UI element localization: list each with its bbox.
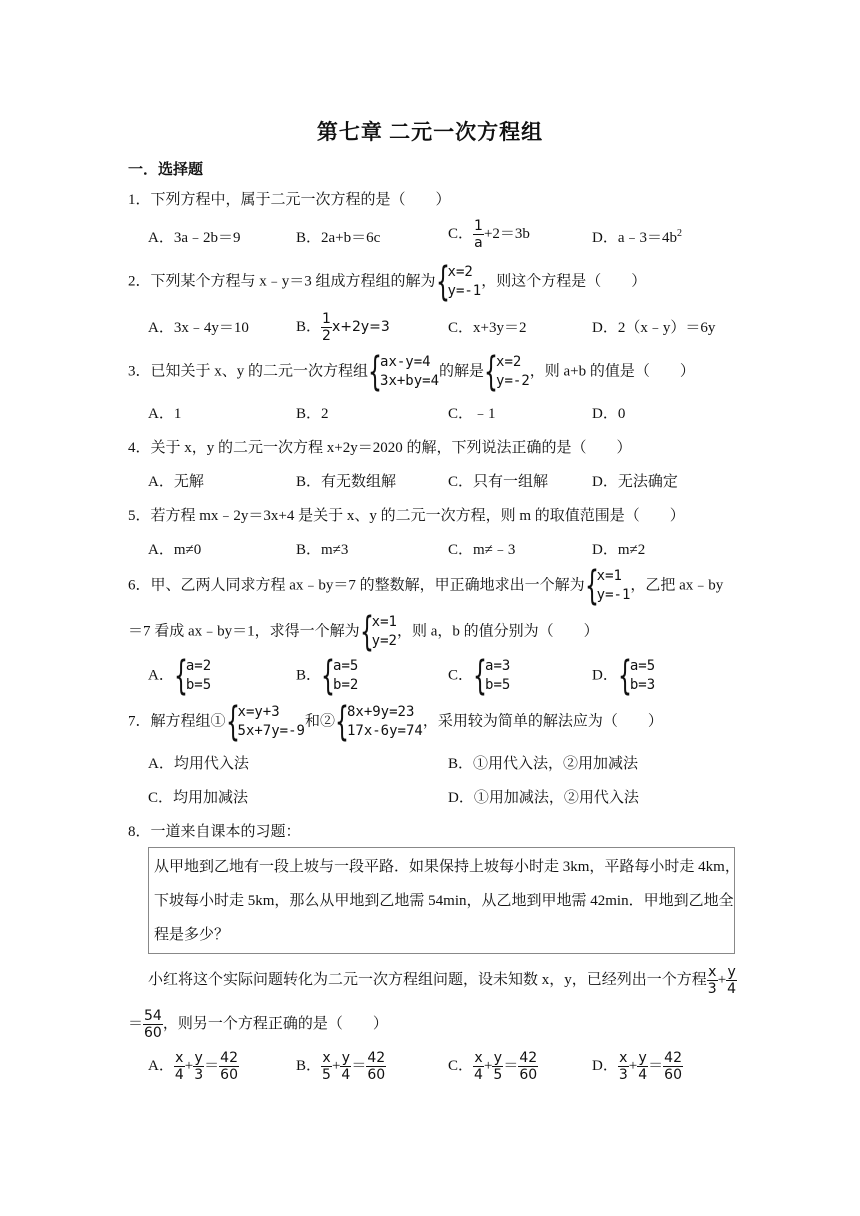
q6-option-b: B． { a=5 b=2 xyxy=(296,653,359,699)
section-heading: 一．选择题 xyxy=(128,162,204,178)
q5-option-a: A．m≠0 xyxy=(148,542,202,558)
q2-option-d: D．2（x﹣y）＝6y xyxy=(592,320,716,336)
q3-option-d: D．0 xyxy=(592,406,626,422)
question-1-stem: 1．下列方程中，属于二元一次方程的是（ ） xyxy=(128,192,451,208)
q7-option-a: A．均用代入法 xyxy=(148,756,249,772)
q8-option-c: C． $\frac{x}{4}$ + $\frac{y}{5}$ ＝ $\frac{42}{60}$ xyxy=(448,1050,538,1083)
q8-option-b: B． $\frac{x}{5}$ + $\frac{y}{4}$ ＝ $\frac{42}{60}$ xyxy=(296,1050,386,1083)
box-line-3: 程是多少？ xyxy=(154,927,230,943)
question-6-stem: 6．甲、乙两人同求方程 ax﹣by＝7 的整数解，甲正确地求出一个解为 { x=1 y=-1 ，乙把 ax﹣by xyxy=(128,563,724,609)
q7-option-c: C．均用加减法 xyxy=(148,790,249,806)
q7-option-b: B．①用代入法，②用加减法 xyxy=(448,756,639,772)
q6-option-c: C． { a=3 b=5 xyxy=(448,653,511,699)
q2-option-a: A．3x﹣4y＝10 xyxy=(148,320,249,336)
q8-option-d: D． $\frac{x}{3}$ + $\frac{y}{4}$ ＝ $\frac{42}{60}$ xyxy=(592,1050,682,1083)
q3-system-solution: { x=2 y=-2 xyxy=(484,349,530,395)
q1-option-a: A．3a﹣2b＝9 xyxy=(148,230,241,246)
q8-after-line2: ＝ $\frac{54}{60}$ ，则另一个方程正确的是（ ） xyxy=(128,1008,388,1041)
q3-option-a: A．1 xyxy=(148,406,182,422)
q6-option-a: A． { a=2 b=5 xyxy=(148,653,212,699)
q5-option-c: C．m≠﹣3 xyxy=(448,542,516,558)
q7-system-2: { 8x+9y=23 17x-6y=74 xyxy=(334,699,423,745)
box-line-2: 下坡每小时走 5km，那么从甲地到乙地需 54min，从乙地到甲地需 42min．甲地到乙地全 xyxy=(154,893,734,909)
q5-option-b: B．m≠3 xyxy=(296,542,349,558)
q4-option-d: D．无法确定 xyxy=(592,474,678,490)
question-8-stem: 8．一道来自课本的习题： xyxy=(128,824,301,840)
q2-option-c: C．x+3y＝2 xyxy=(448,320,527,336)
question-5-stem: 5．若方程 mx﹣2y＝3x+4 是关于 x、y 的二元一次方程，则 m 的取值范围是（ ） xyxy=(128,508,685,524)
q4-option-a: A．无解 xyxy=(148,474,204,490)
q2-system: { x=2 y=-1 xyxy=(435,259,482,305)
question-4-stem: 4．关于 x，y 的二元一次方程 x+2y＝2020 的解，下列说法正确的是（ ） xyxy=(128,440,632,456)
q4-option-b: B．有无数组解 xyxy=(296,474,397,490)
question-3-stem: 3．已知关于 x、y 的二元一次方程组 { ax-y=4 3x+by=4 的解是 { x=2 y=-2 ，则 a+b 的值是（ ） xyxy=(128,349,695,395)
q8-after-line1: 小红将这个实际问题转化为二元一次方程组问题，设未知数 x，y，已经列出一个方程 $\frac{x}{3}$ + $\frac{y}{4}$ xyxy=(148,964,737,997)
question-6-line2: ＝7 看成 ax﹣by＝1，求得一个解为 { x=1 y=2 ，则 a，b 的值分别为（ ） xyxy=(128,609,599,655)
q2-option-b: B． $\frac{1}{2}$ x+2y=3 xyxy=(296,311,390,344)
q6-option-d: D． { a=5 b=3 xyxy=(592,653,656,699)
q1-option-b: B．2a+b＝6c xyxy=(296,230,381,246)
q7-system-1: { x=y+3 5x+7y=-9 xyxy=(225,699,305,745)
q1-option-d: D．$a﹣3=4b^2$ xyxy=(592,228,682,246)
q7-option-d: D．①用加减法，②用代入法 xyxy=(448,790,639,806)
question-2-stem: 2．下列某个方程与 x﹣y＝3 组成方程组的解为 { x=2 y=-1 ，则这个方程是（ ） xyxy=(128,259,647,305)
q3-system-equations: { ax-y=4 3x+by=4 xyxy=(368,349,440,395)
q5-option-d: D．m≠2 xyxy=(592,542,646,558)
q6-system-yi: { x=1 y=2 xyxy=(359,609,397,655)
question-7-stem: 7．解方程组① { x=y+3 5x+7y=-9 和② { 8x+9y=23 17x-6y=74 ，采用较为简单的解法应为（ ） xyxy=(128,699,663,745)
box-line-1: 从甲地到乙地有一段上坡与一段平路．如果保持上坡每小时走 3km，平路每小时走 4km， xyxy=(154,859,740,875)
page-title: 第七章 二元一次方程组 xyxy=(316,120,544,144)
q1-option-c: C． $\frac{1}{a}$ +2＝3b xyxy=(448,218,530,251)
q3-option-c: C．﹣1 xyxy=(448,406,496,422)
q4-option-c: C．只有一组解 xyxy=(448,474,549,490)
q8-option-a: A． $\frac{x}{4}$ + $\frac{y}{3}$ ＝ $\frac{42}{60}$ xyxy=(148,1050,238,1083)
q6-system-jia: { x=1 y=-1 xyxy=(584,563,631,609)
q3-option-b: B．2 xyxy=(296,406,329,422)
